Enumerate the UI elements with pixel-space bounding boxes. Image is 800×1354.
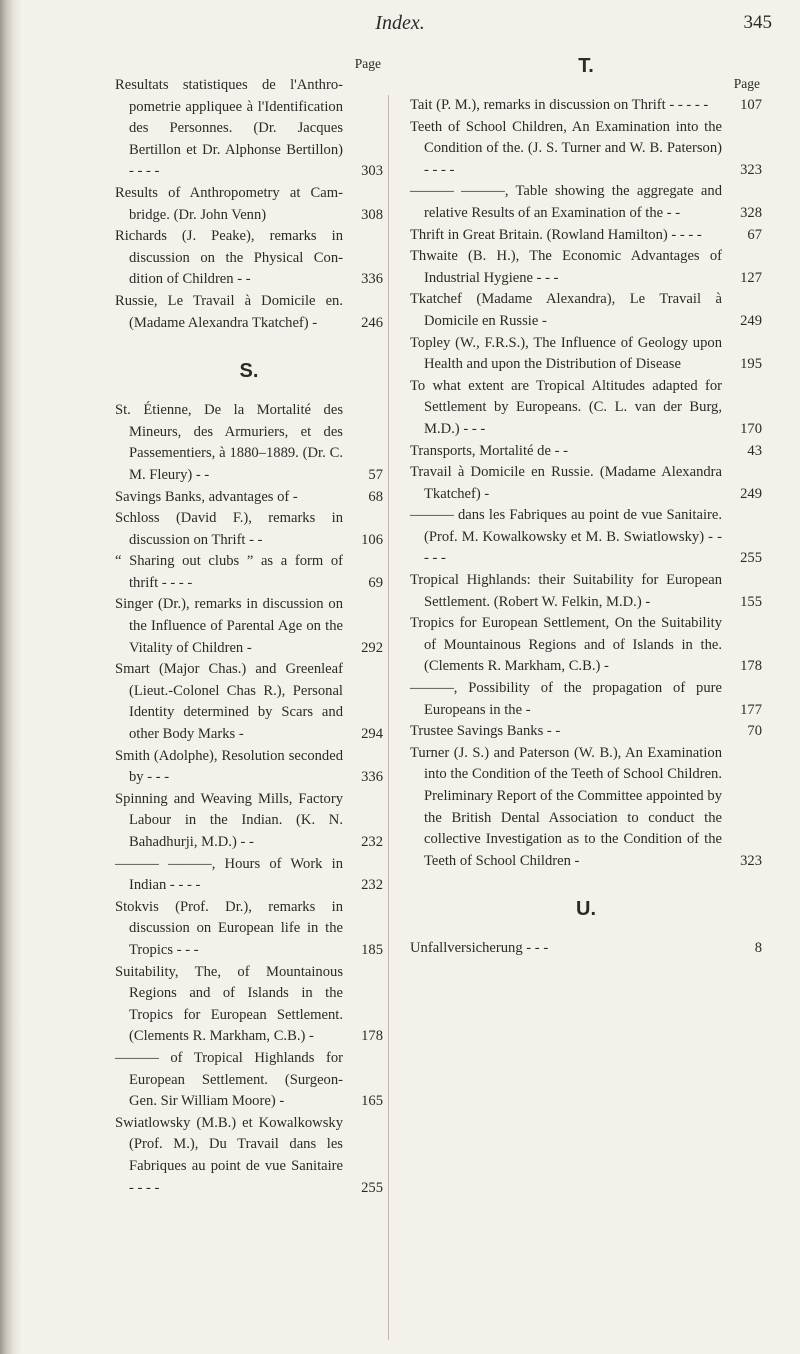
entry-text: Trustee Savings Banks - - bbox=[410, 723, 561, 740]
entry-text: Suitability, The, of Mountainous Regions and of Islands in the Tropics for European Settlement. (Clements R. Markham, C.B.) - bbox=[115, 963, 343, 1045]
entry-page-number: 155 bbox=[740, 593, 762, 610]
index-entry bbox=[115, 183, 383, 226]
entry-text: Tropics for European Settlement, On the Suitability of Mountainous Regions and of Islands in the. (Clements R. Markham, C.B.) - bbox=[410, 615, 722, 675]
entry-text: Travail à Domicile en Russie. (Madame Alexandra Tkatchef) - bbox=[410, 464, 722, 502]
index-entry bbox=[410, 333, 762, 376]
header-title: Index. bbox=[375, 12, 425, 34]
index-entry bbox=[410, 721, 762, 743]
index-entry bbox=[115, 897, 383, 962]
entry-text: Turner (J. S.) and Paterson (W. B.), An Examination into the Condition of the Teeth of School Children. Preliminary Report of the Committee appointed by the British Dental Association to conduct the collective Investigation as to the Condition of the Teeth of School Children - bbox=[410, 744, 722, 869]
entry-text: Thwaite (B. H.), The Economic Advantages of Industrial Hygiene - - - bbox=[410, 248, 722, 286]
letter-heading-u: U. bbox=[576, 898, 596, 921]
entry-text: Tait (P. M.), remarks in discussion on Thrift - - - - - bbox=[410, 97, 709, 113]
entry-text: St. Étienne, De la Mortalité des Mineurs, des Armuriers, et des Passementiers, à 1880–1889. (Dr. C. M. Fleury) - - bbox=[115, 402, 343, 483]
entry-page-number: 308 bbox=[361, 206, 383, 223]
entry-text: Tkatchef (Madame Alexandra), Le Travail à Domicile en Russie - bbox=[410, 291, 722, 329]
entry-page-number: 69 bbox=[368, 574, 383, 591]
entry-text: ——— dans les Fabriques au point de vue Sanitaire. (Prof. M. Kowalkowsky et M. B. Swiatlowsky) - - - - - bbox=[410, 507, 722, 567]
letter-heading-s: S. bbox=[239, 360, 259, 383]
entry-text: ———, Possibility of the propagation of pure Europeans in the - bbox=[410, 680, 722, 718]
index-entry bbox=[410, 743, 762, 873]
entry-text: Resultats statistiques de l'Anthropometrie appliquee à l'Identification des Personnes. (Dr. Jacques Bertillon et Dr. Alphonse Bertillon) - - - - bbox=[115, 77, 343, 180]
entry-text: Swiatlowsky (M.B.) et Kowalkowsky (Prof. M.), Du Travail dans les Fabriques au point de vue Sanitaire - - - - bbox=[115, 1114, 343, 1196]
r-entries bbox=[115, 75, 383, 334]
entry-text: Topley (W., F.R.S.), The Influence of Geology upon Health and upon the Distribution of Disease bbox=[410, 334, 722, 373]
running-header bbox=[0, 10, 800, 40]
index-entry bbox=[115, 400, 383, 486]
index-entry bbox=[410, 246, 762, 289]
entry-page-number: 232 bbox=[361, 834, 383, 850]
index-entry bbox=[115, 551, 383, 594]
entry-page-number: 70 bbox=[747, 723, 762, 740]
entry-page-number: 255 bbox=[740, 550, 762, 567]
entry-page-number: 336 bbox=[361, 769, 383, 786]
index-entry bbox=[115, 75, 383, 183]
index-entry bbox=[410, 441, 762, 463]
entry-text: To what extent are Tropical Altitudes adapted for Settlement by Europeans. (C. L. van der Burg, M.D.) - - - bbox=[410, 377, 722, 437]
letter-heading-t: T. bbox=[578, 55, 594, 77]
u-entries bbox=[410, 938, 762, 960]
index-entry bbox=[410, 225, 762, 247]
entry-page-number: 323 bbox=[740, 852, 762, 869]
page-column-label: Page bbox=[354, 56, 381, 71]
header-page-number: 345 bbox=[743, 12, 772, 33]
entry-text: Schloss (David F.), remarks in discussion on Thrift - - bbox=[115, 510, 343, 548]
entry-text: Transports, Mortalité de - - bbox=[410, 442, 568, 459]
left-column bbox=[115, 55, 383, 1199]
index-entry bbox=[410, 95, 762, 117]
index-entry bbox=[410, 376, 762, 441]
entry-text: Teeth of School Children, An Examination into the Condition of the. (J. S. Turner and W. B. Paterson) - - - - bbox=[410, 118, 722, 178]
entry-page-number: 294 bbox=[361, 726, 383, 743]
s-entries bbox=[115, 400, 383, 1199]
right-column bbox=[400, 55, 762, 960]
entry-page-number: 127 bbox=[740, 269, 762, 286]
entry-text: Tropical Highlands: their Suitability for European Settlement. (Robert W. Felkin, M.D.) - bbox=[410, 572, 722, 610]
entry-text: Russie, Le Travail à Domicile en. (Madame Alexandra Tkatchef) - bbox=[115, 292, 343, 331]
entry-page-number: 323 bbox=[740, 161, 762, 178]
entry-page-number: 170 bbox=[740, 420, 762, 437]
index-entry bbox=[115, 487, 383, 509]
entry-text: ——— ———, Table showing the aggregate and relative Results of an Examination of the - - bbox=[410, 183, 722, 221]
index-entry bbox=[115, 962, 383, 1048]
index-entry bbox=[115, 594, 383, 659]
entry-page-number: 249 bbox=[740, 312, 762, 329]
entry-page-number: 43 bbox=[747, 442, 762, 459]
index-entry bbox=[115, 291, 383, 334]
t-entries bbox=[410, 95, 762, 872]
entry-text: ——— ———, Hours of Work in Indian - - - - bbox=[115, 855, 343, 894]
entry-text: Richards (J. Peake), remarks in discussion on the Physical Condition of Children - - bbox=[115, 228, 343, 288]
entry-text: Smith (Adolphe), Resolution seconded by - - - bbox=[115, 747, 343, 786]
entry-text: Savings Banks, advantages of - bbox=[115, 488, 298, 505]
entry-text: Smart (Major Chas.) and Greenleaf (Lieut.-Colonel Chas R.), Personal Identity determined by Scars and other Body Marks - bbox=[115, 661, 343, 743]
index-entry bbox=[410, 181, 762, 224]
index-entry bbox=[115, 659, 383, 745]
index-entry bbox=[410, 505, 762, 570]
entry-page-number: 106 bbox=[361, 531, 383, 548]
entry-text: Unfallversicherung - - - bbox=[410, 940, 549, 957]
entry-page-number: 57 bbox=[368, 466, 383, 483]
entry-text: Results of Anthropometry at Cambridge. (Dr. John Venn) bbox=[115, 184, 343, 223]
entry-text: Thrift in Great Britain. (Rowland Hamilton) - - - - bbox=[410, 226, 702, 243]
entry-page-number: 249 bbox=[740, 485, 762, 502]
entry-page-number: 178 bbox=[361, 1028, 383, 1045]
entry-page-number: 68 bbox=[368, 488, 383, 505]
index-entry bbox=[115, 1113, 383, 1199]
entry-text: Spinning and Weaving Mills, Factory Labour in the Indian. (K. N. Bahadhurji, M.D.) - - bbox=[115, 790, 343, 850]
entry-page-number: 195 bbox=[740, 356, 762, 373]
entry-text: Singer (Dr.), remarks in discussion on the Influence of Parental Age on the Vitality of Children - bbox=[115, 596, 343, 656]
index-entry bbox=[410, 678, 762, 721]
entry-page-number: 328 bbox=[740, 204, 762, 221]
index-entry bbox=[115, 1048, 383, 1113]
index-entry bbox=[410, 289, 762, 332]
index-entry bbox=[410, 462, 762, 505]
entry-page-number: 232 bbox=[361, 877, 383, 894]
entry-page-number: 255 bbox=[361, 1179, 383, 1196]
index-entry bbox=[410, 570, 762, 613]
entry-page-number: 303 bbox=[361, 163, 383, 180]
column-divider bbox=[388, 95, 389, 1340]
entry-page-number: 336 bbox=[361, 271, 383, 288]
index-entry bbox=[410, 117, 762, 182]
index-entry bbox=[115, 508, 383, 551]
entry-page-number: 246 bbox=[361, 314, 383, 331]
entry-page-number: 165 bbox=[361, 1093, 383, 1110]
entry-page-number: 107 bbox=[740, 97, 762, 113]
page-column-label: Page bbox=[733, 76, 760, 91]
book-binding-shadow bbox=[0, 0, 22, 1354]
index-entry bbox=[410, 613, 762, 678]
entry-page-number: 67 bbox=[747, 226, 762, 243]
entry-page-number: 292 bbox=[361, 639, 383, 656]
entry-page-number: 185 bbox=[361, 941, 383, 958]
index-entry bbox=[115, 746, 383, 789]
index-entry bbox=[115, 789, 383, 854]
entry-page-number: 177 bbox=[740, 701, 762, 718]
entry-text: Stokvis (Prof. Dr.), remarks in discussion on European life in the Tropics - - - bbox=[115, 898, 343, 958]
entry-text: “ Sharing out clubs ” as a form of thrift - - - - bbox=[115, 553, 343, 591]
entry-text: ——— of Tropical Highlands for European Settlement. (Surgeon-Gen. Sir William Moore) - bbox=[115, 1049, 343, 1110]
entry-page-number: 178 bbox=[740, 658, 762, 675]
index-entry bbox=[410, 938, 762, 960]
index-entry bbox=[115, 854, 383, 897]
index-entry bbox=[115, 226, 383, 291]
entry-page-number: 8 bbox=[754, 940, 762, 957]
